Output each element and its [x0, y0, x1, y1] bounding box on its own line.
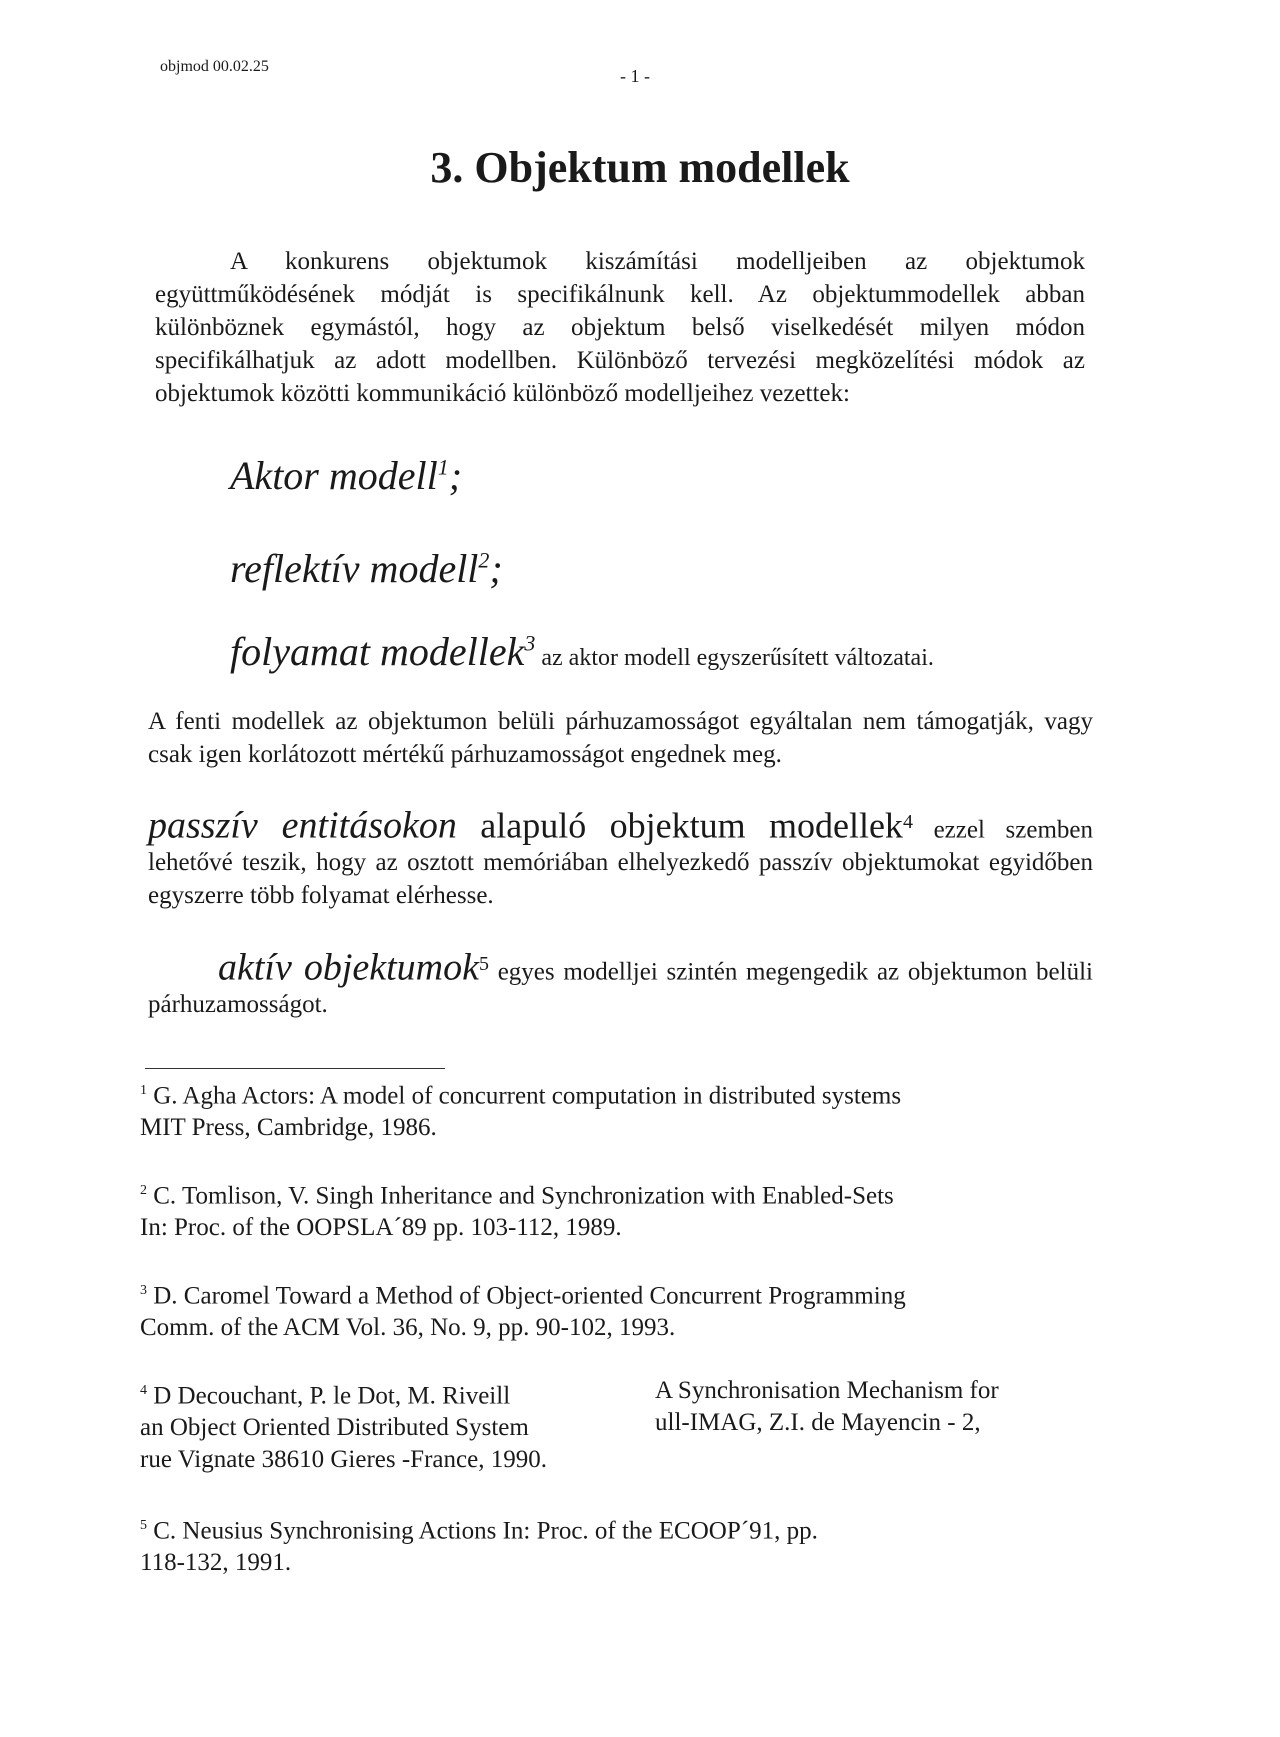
model-item-aktor — [230, 452, 462, 499]
page-number: - 1 - — [620, 66, 650, 86]
model-item-folyamat — [230, 628, 934, 675]
intro-line1: A konkurens objektumok kiszámítási modelljeiben az objektumok — [230, 248, 1085, 275]
passziv-normal: alapuló objektum modellek — [456, 805, 903, 846]
model-suffix: ; — [489, 546, 503, 591]
aktiv-rest: egyes modelljei szintén megengedik az objektumon belüli párhuzamosságot. — [148, 958, 1093, 1019]
model-rest: az aktor modell egyszerűsített változatai. — [535, 645, 934, 671]
paragraph-aktiv — [148, 948, 1093, 1021]
footnote-separator — [145, 1068, 445, 1069]
aktiv-italic: aktív objektumok — [218, 946, 479, 989]
header-doc-id: objmod 00.02.25 — [160, 58, 269, 75]
model-suffix: ; — [448, 453, 463, 498]
footnote-text: an Object Oriented Distributed System — [140, 1414, 529, 1442]
footnote-text: 118-132, 1991. — [140, 1549, 292, 1577]
model-item-reflektiv — [230, 545, 503, 592]
footnote-number: 4 — [140, 1383, 147, 1398]
model-name: Aktor modell — [230, 453, 438, 498]
footnote-text: G. Agha Actors: A model of concurrent computation in distributed systems — [147, 1082, 902, 1110]
footnote-1 — [140, 1075, 1095, 1144]
page-title: 3. Objektum modellek — [430, 143, 850, 192]
footnote-text: In: Proc. of the OOPSLA´89 pp. 103-112, 1989. — [140, 1214, 622, 1242]
footnote-number: 3 — [140, 1283, 147, 1298]
footnote-text: D Decouchant, P. le Dot, M. Riveill — [147, 1382, 511, 1410]
footnote-4 — [140, 1375, 1095, 1476]
footnote-ref: 3 — [524, 630, 536, 656]
footnote-text: Comm. of the ACM Vol. 36, No. 9, pp. 90-102, 1993. — [140, 1314, 676, 1342]
footnote-5 — [140, 1510, 1095, 1579]
footnote-text: ull-IMAG, Z.I. de Mayencin - 2, — [655, 1409, 981, 1436]
paragraph-fenti-text: A fenti modellek az objektumon belüli párhuzamosságot egyáltalan nem támogatják, vagy csak igen korlátozott mértékű párhuzamosságot engednek meg. — [148, 708, 1093, 768]
footnote-ref: 2 — [478, 547, 490, 573]
footnote-4-right — [655, 1375, 1095, 1476]
intro-paragraph — [155, 245, 1085, 410]
footnote-number: 5 — [140, 1518, 147, 1533]
footnote-number: 2 — [140, 1183, 147, 1198]
intro-rest: együttműködésének módját is specifikálnunk kell. Az objektummodellek abban különböznek egymástól, hogy az objektum belső viselkedését milyen módon specifikálhatjuk az adott modellben. Különböző tervezési megközelítési módok az objektumok közötti kommunikáció különböző modelljeihez vezettek: — [155, 281, 1085, 407]
footnote-4-left — [140, 1375, 620, 1476]
footnote-text: C. Tomlison, V. Singh Inheritance and Synchronization with Enabled-Sets — [147, 1182, 894, 1210]
footnote-text: MIT Press, Cambridge, 1986. — [140, 1114, 437, 1142]
footnote-ref: 4 — [902, 811, 913, 833]
footnote-text: rue Vignate 38610 Gieres -France, 1990. — [140, 1446, 547, 1474]
footnote-3 — [140, 1275, 1095, 1344]
footnote-number: 1 — [140, 1083, 147, 1098]
footnote-ref: 1 — [437, 454, 449, 480]
paragraph-passziv — [148, 806, 1093, 912]
model-name: folyamat modellek — [230, 629, 525, 674]
model-name: reflektív modell — [230, 546, 479, 591]
footnote-text: A Synchronisation Mechanism for — [655, 1377, 999, 1404]
footnote-text: D. Caromel Toward a Method of Object-oriented Concurrent Programming — [147, 1282, 906, 1310]
footnote-ref: 5 — [478, 953, 489, 975]
footnote-text: C. Neusius Synchronising Actions In: Proc. of the ECOOP´91, pp. — [147, 1517, 818, 1545]
passziv-rest: ezzel szemben lehetővé teszik, hogy az osztott memóriában elhelyezkedő passzív objektumokat egyidőben egyszerre több folyamat elérhesse. — [148, 816, 1093, 910]
footnote-2 — [140, 1175, 1095, 1244]
paragraph-fenti — [148, 705, 1093, 771]
passziv-italic: passzív entitásokon — [148, 804, 457, 847]
